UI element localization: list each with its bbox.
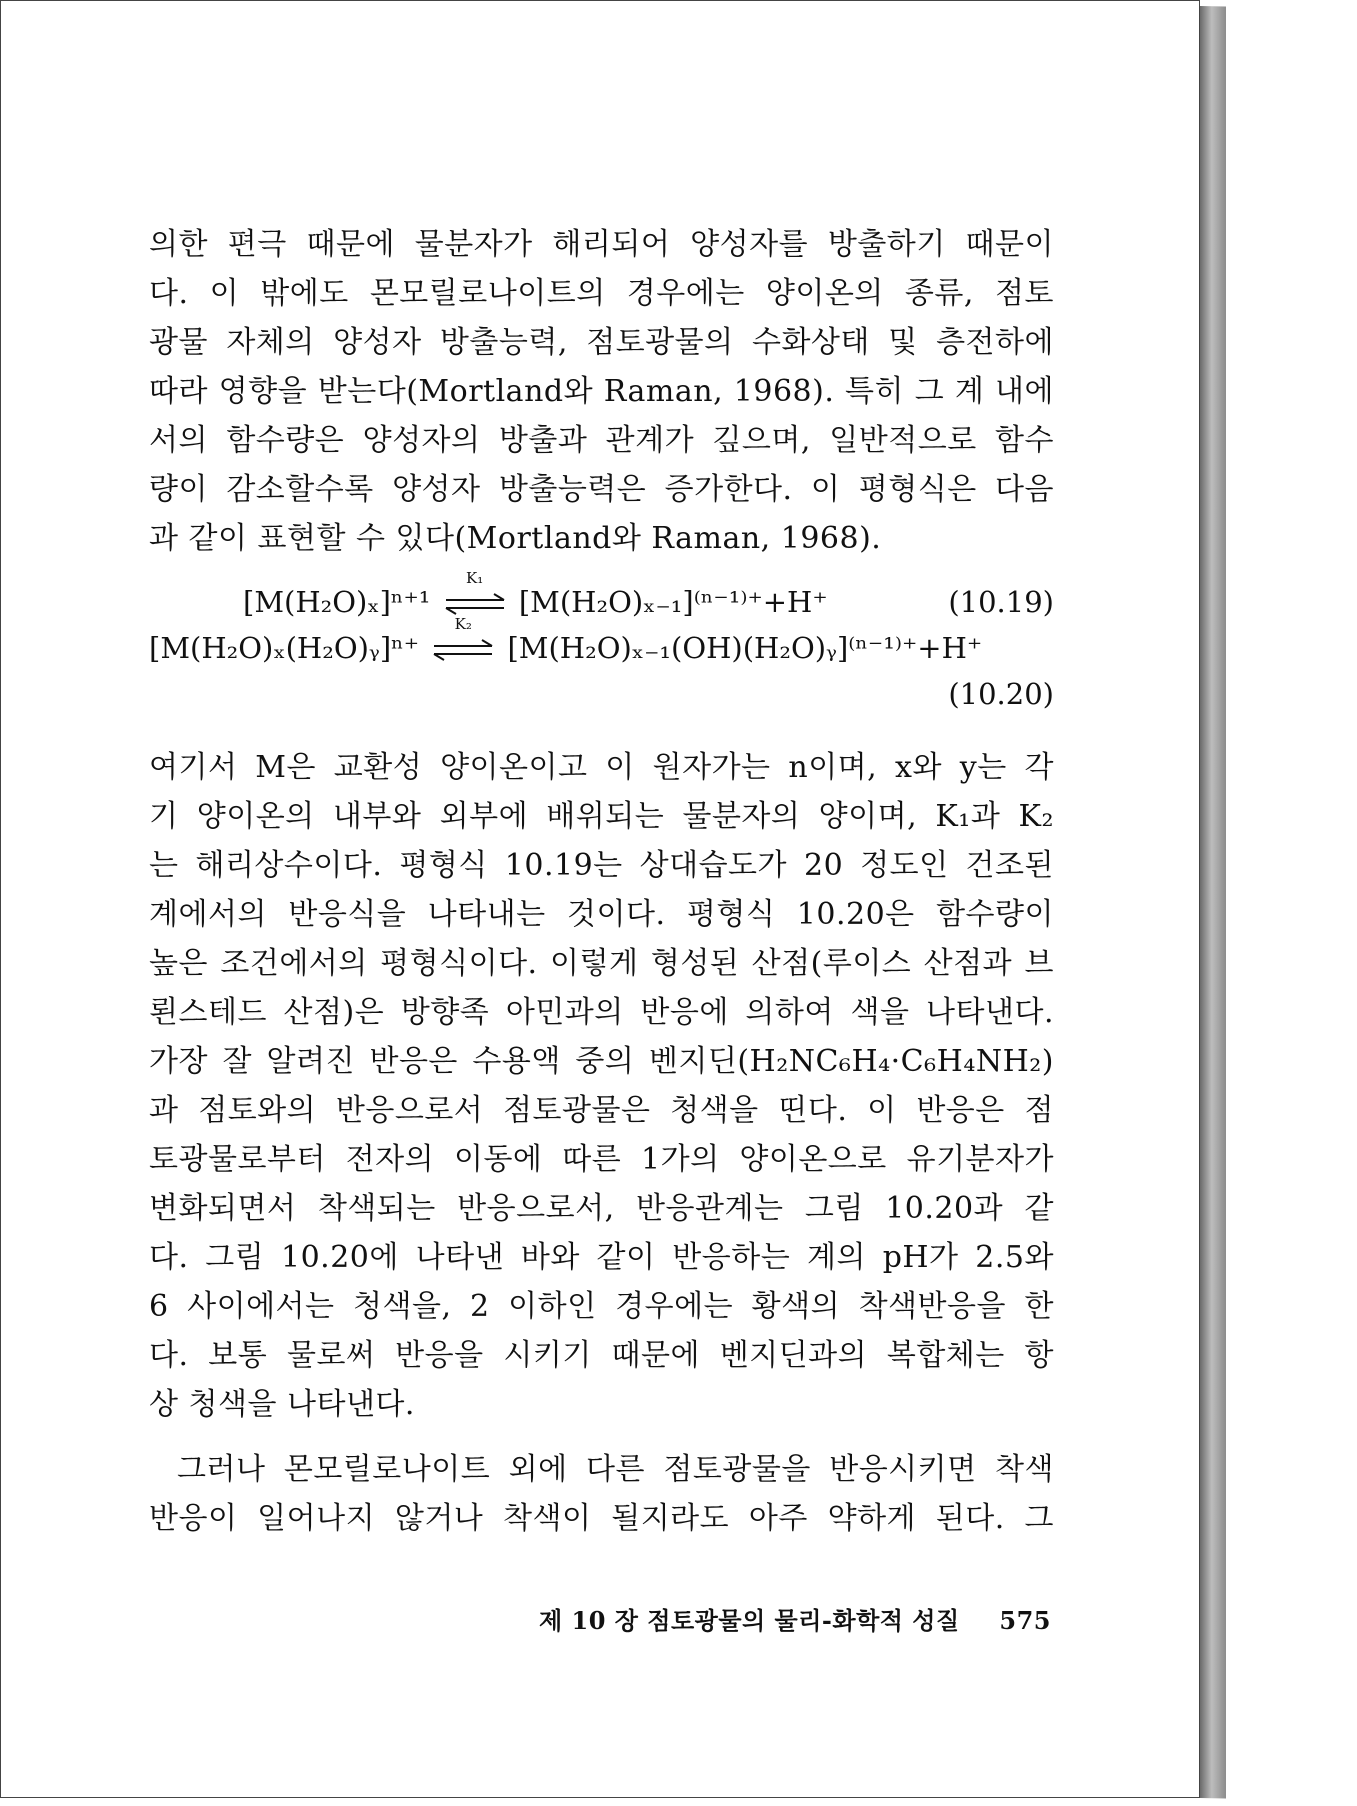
equation-left-side: [M(H₂O)ₓ(H₂O)ᵧ]ⁿ⁺ bbox=[149, 631, 420, 665]
running-footer bbox=[539, 1601, 1051, 1636]
equation-number: (10.19) bbox=[948, 585, 1054, 619]
text-line: 다. 그림 10.20에 나타낸 바와 같이 반응하는 계의 pH가 2.5와 bbox=[149, 1240, 1054, 1275]
equation-number: (10.20) bbox=[948, 677, 1054, 711]
paragraph-3 bbox=[149, 1445, 1054, 1543]
page-number: 575 bbox=[999, 1606, 1051, 1635]
equation-right-side: [M(H₂O)ₓ₋₁]⁽ⁿ⁻¹⁾⁺+H⁺ bbox=[518, 585, 828, 619]
equation-10-19 bbox=[149, 569, 1054, 625]
text-line: 량이 감소할수록 양성자 방출능력은 증가한다. 이 평형식은 다음 bbox=[149, 472, 1054, 507]
text-line: 토광물로부터 전자의 이동에 따른 1가의 양이온으로 유기분자가 bbox=[149, 1142, 1054, 1177]
page-stack-edge bbox=[1200, 6, 1226, 1799]
equation-number-row bbox=[149, 671, 1054, 717]
text-line: 가장 잘 알려진 반응은 수용액 중의 벤지딘(H₂NC₆H₄·C₆H₄NH₂) bbox=[149, 1044, 1054, 1079]
rate-constant-label: K₁ bbox=[466, 569, 484, 587]
equation-10-20 bbox=[149, 615, 1054, 671]
text-line: 기 양이온의 내부와 외부에 배위되는 물분자의 양이며, K₁과 K₂ bbox=[149, 799, 1054, 834]
equation-block bbox=[149, 569, 1054, 717]
rate-constant-label: K₂ bbox=[454, 615, 472, 633]
text-line: 광물 자체의 양성자 방출능력, 점토광물의 수화상태 및 층전하에 bbox=[149, 325, 1054, 360]
paragraph-1 bbox=[149, 220, 1054, 563]
text-line: 상 청색을 나타낸다. bbox=[149, 1387, 415, 1422]
text-line: 과 점토와의 반응으로서 점토광물은 청색을 띤다. 이 반응은 점 bbox=[149, 1093, 1054, 1128]
text-line: 는 해리상수이다. 평형식 10.19는 상대습도가 20 정도인 건조된 bbox=[149, 848, 1054, 883]
text-line: 6 사이에서는 청색을, 2 이하인 경우에는 황색의 착색반응을 한 bbox=[149, 1289, 1054, 1324]
text-line: 따라 영향을 받는다(Mortland와 Raman, 1968). 특히 그 계 내에 bbox=[149, 374, 1054, 409]
text-line: 다. 보통 물로써 반응을 시키기 때문에 벤지딘과의 복합체는 항 bbox=[149, 1338, 1054, 1373]
text-line: 다. 이 밖에도 몬모릴로나이트의 경우에는 양이온의 종류, 점토 bbox=[149, 276, 1054, 311]
text-line: 반응이 일어나지 않거나 착색이 될지라도 아주 약하게 된다. 그 bbox=[149, 1501, 1054, 1536]
equilibrium-arrow-icon bbox=[432, 615, 494, 661]
text-line: 높은 조건에서의 평형식이다. 이렇게 형성된 산점(루이스 산점과 브 bbox=[149, 946, 1054, 981]
chapter-title: 제 10 장 점토광물의 물리-화학적 성질 bbox=[538, 1606, 960, 1635]
text-line: 뢴스테드 산점)은 방향족 아민과의 반응에 의하여 색을 나타낸다. bbox=[149, 995, 1054, 1030]
text-line: 서의 함수량은 양성자의 방출과 관계가 깊으며, 일반적으로 함수 bbox=[149, 423, 1054, 458]
equation-left-side: [M(H₂O)ₓ]ⁿ⁺¹ bbox=[243, 585, 431, 619]
text-line: 의한 편극 때문에 물분자가 해리되어 양성자를 방출하기 때문이 bbox=[149, 227, 1054, 262]
text-line: 변화되면서 착색되는 반응으로서, 반응관계는 그림 10.20과 같 bbox=[149, 1191, 1054, 1226]
paragraph-2 bbox=[149, 743, 1054, 1429]
text-line: 여기서 M은 교환성 양이온이고 이 원자가는 n이며, x와 y는 각 bbox=[149, 750, 1054, 785]
equilibrium-arrow-icon bbox=[444, 569, 506, 615]
text-line: 과 같이 표현할 수 있다(Mortland와 Raman, 1968). bbox=[149, 521, 882, 556]
equation-right-side: [M(H₂O)ₓ₋₁(OH)(H₂O)ᵧ]⁽ⁿ⁻¹⁾⁺+H⁺ bbox=[507, 631, 983, 665]
text-line: 그러나 몬모릴로나이트 외에 다른 점토광물을 반응시키면 착색 bbox=[177, 1452, 1054, 1487]
text-line: 계에서의 반응식을 나타내는 것이다. 평형식 10.20은 함수량이 bbox=[149, 897, 1054, 932]
